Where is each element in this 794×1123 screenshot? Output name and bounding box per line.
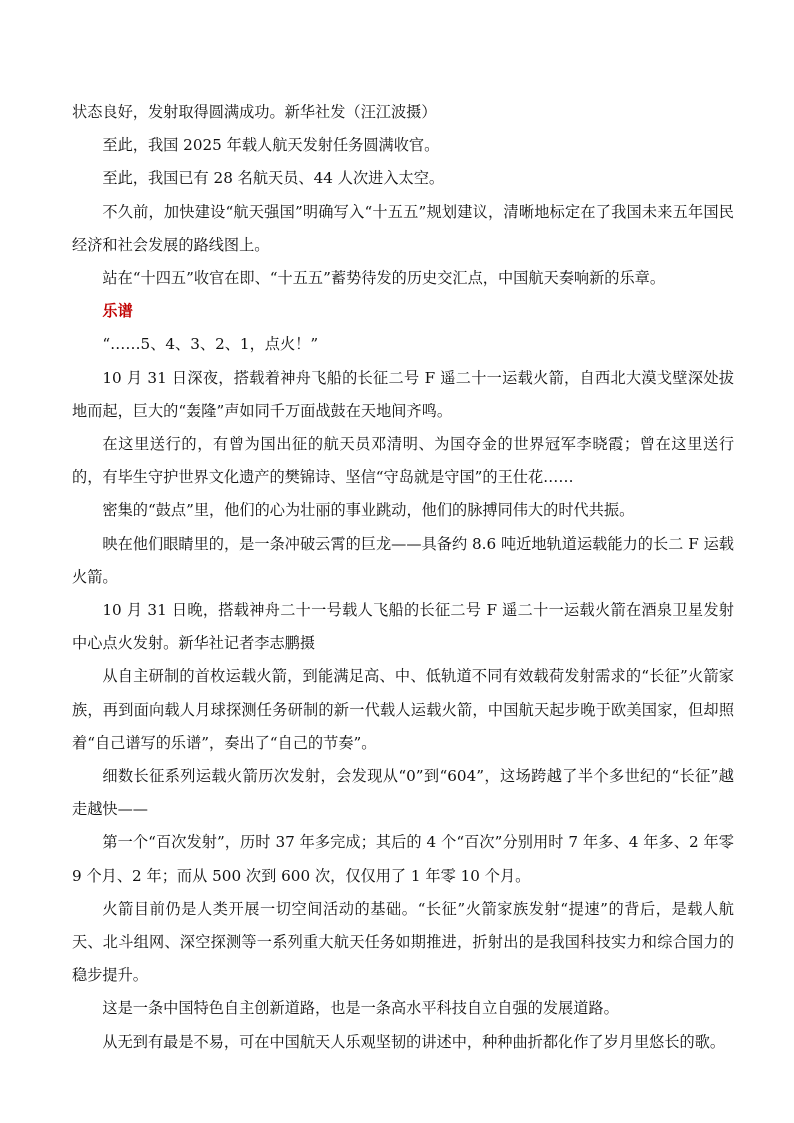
paragraph-1: 状态良好，发射取得圆满成功。新华社发（汪江波摄） — [72, 103, 437, 121]
paragraph-15: 火箭目前仍是人类开展一切空间活动的基础。“长征”火箭家族发射“提速”的背后，是载人航天、北斗组网、深空探测等一系列重大航天任务如期推进，折射出的是我国科技实力和综合国力的稳步提升。 — [72, 899, 734, 985]
paragraph-12: 从自主研制的首枚运载火箭，到能满足高、中、低轨道不同有效载荷发射需求的“长征”火箭家族，再到面向载人月球探测任务研制的新一代载人运载火箭，中国航天起步晚于欧美国家，但却照着“自己谱写的乐谱”，奏出了“自己的节奏”。 — [72, 667, 734, 752]
paragraph-6: “……5、4、3、2、1，点火！” — [102, 335, 319, 354]
paragraph-16: 这是一条中国特色自主创新道路，也是一条高水平科技自立自强的发展道路。 — [102, 999, 619, 1018]
paragraph-4: 不久前，加快建设“航天强国”明确写入“十五五”规划建议，清晰地标定在了我国未来五年国民经济和社会发展的路线图上。 — [72, 202, 734, 254]
section-heading: 乐谱 — [102, 302, 133, 321]
paragraph-2: 至此，我国 2025 年载人航天发射任务圆满收官。 — [102, 136, 440, 155]
paragraph-14: 第一个“百次发射”，历时 37 年多完成；其后的 4 个“百次”分别用时 7 年多、4 年多、2 年零 9 个月、2 年；而从 500 次到 600 次，仅仅用了 1 年零 10 个月。 — [72, 833, 734, 885]
paragraph-3: 至此，我国已有 28 名航天员、44 人次进入太空。 — [102, 169, 445, 188]
paragraph-5: 站在“十四五”收官在即、“十五五”蓄势待发的历史交汇点，中国航天奏响新的乐章。 — [102, 269, 666, 288]
paragraph-8: 在这里送行的，有曾为国出征的航天员邓清明、为国夺金的世界冠军李晓霞；曾在这里送行的，有毕生守护世界文化遗产的樊锦诗、坚信“守岛就是守国”的王仕花…… — [72, 435, 734, 487]
paragraph-10: 映在他们眼睛里的，是一条冲破云霄的巨龙——具备约 8.6 吨近地轨道运载能力的长二 F 运载火箭。 — [72, 534, 734, 586]
paragraph-11: 10 月 31 日晚，搭载神舟二十一号载人飞船的长征二号 F 遥二十一运载火箭在酒泉卫星发射中心点火发射。新华社记者李志鹏摄 — [72, 601, 734, 653]
paragraph-17: 从无到有最是不易，可在中国航天人乐观坚韧的讲述中，种种曲折都化作了岁月里悠长的歌。 — [102, 1032, 726, 1051]
paragraph-9: 密集的“鼓点”里，他们的心为壮丽的事业跳动，他们的脉搏同伟大的时代共振。 — [102, 501, 635, 520]
paragraph-13: 细数长征系列运载火箭历次发射，会发现从“0”到“604”，这场跨越了半个多世纪的“长征”越走越快—— — [72, 767, 734, 819]
paragraph-7: 10 月 31 日深夜，搭载着神舟飞船的长征二号 F 遥二十一运载火箭，自西北大漠戈壁深处拔地而起，巨大的“轰隆”声如同千万面战鼓在天地间齐鸣。 — [72, 368, 734, 420]
